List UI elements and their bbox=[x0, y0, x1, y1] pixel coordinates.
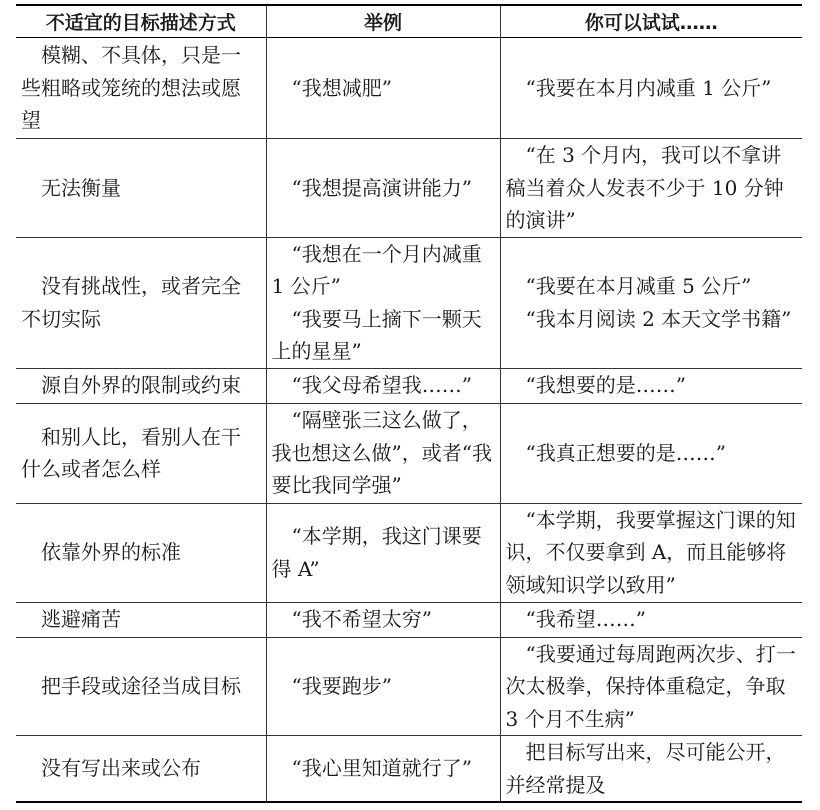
example-cell bbox=[266, 38, 500, 139]
mode-text: 和别人比，看别人在干什么或者怎么样 bbox=[21, 424, 241, 481]
header-example: 举例 bbox=[266, 5, 500, 38]
mode-cell bbox=[16, 368, 266, 403]
mode-cell bbox=[16, 139, 266, 238]
mode-cell bbox=[16, 602, 266, 637]
table-row bbox=[16, 637, 802, 736]
example-cell bbox=[266, 602, 500, 637]
try-cell bbox=[500, 602, 802, 637]
try-text: “我真正想要的是……” bbox=[525, 440, 726, 465]
example-cell bbox=[266, 403, 500, 503]
table-row bbox=[16, 503, 802, 602]
example-cell bbox=[266, 503, 500, 602]
header-mode: 不适宜的目标描述方式 bbox=[16, 5, 266, 38]
example-text: “我想提高演讲能力” bbox=[291, 175, 472, 200]
try-cell bbox=[500, 637, 802, 736]
try-text: “在 3 个月内，我可以不拿讲稿当着众人发表不少于 10 分钟的演讲” bbox=[505, 143, 784, 232]
example-text: “我父母希望我……” bbox=[291, 373, 472, 398]
table-row bbox=[16, 403, 802, 503]
try-text: “我要在本月内减重 1 公斤” bbox=[525, 75, 772, 100]
try-cell bbox=[500, 368, 802, 403]
try-cell bbox=[500, 38, 802, 139]
mode-cell bbox=[16, 736, 266, 803]
mode-text: 没有挑战性，或者完全不切实际 bbox=[21, 274, 241, 331]
mode-text: 无法衡量 bbox=[41, 175, 121, 200]
mode-text: 没有写出来或公布 bbox=[41, 756, 201, 781]
try-text: “本学期，我要掌握这门课的知识，不仅要拿到 A，而且能够将领域知识学以致用” bbox=[505, 507, 796, 597]
table-row bbox=[16, 139, 802, 238]
example-cell bbox=[266, 368, 500, 403]
try-cell bbox=[500, 503, 802, 602]
mode-text: 模糊、不具体，只是一些粗略或笼统的想法或愿望 bbox=[21, 43, 241, 133]
goal-description-table bbox=[16, 4, 802, 803]
try-text: “我想要的是……” bbox=[525, 373, 686, 398]
mode-cell bbox=[16, 503, 266, 602]
example-cell bbox=[266, 139, 500, 238]
mode-cell bbox=[16, 38, 266, 139]
example-cell bbox=[266, 736, 500, 803]
mode-text: 依靠外界的标准 bbox=[41, 540, 181, 565]
example-text: “本学期，我这门课要得 A” bbox=[271, 524, 482, 581]
try-text: 把目标写出来，尽可能公开，并经常提及 bbox=[505, 740, 786, 797]
mode-cell bbox=[16, 237, 266, 368]
try-cell bbox=[500, 403, 802, 503]
mode-text: 把手段或途径当成目标 bbox=[41, 674, 241, 698]
example-text: “我要马上摘下一颗天上的星星” bbox=[271, 306, 482, 363]
mode-cell bbox=[16, 637, 266, 736]
try-text: “我要通过每周跑两次步、打一次太极拳，保持体重稳定，争取 3 个月不生病” bbox=[505, 641, 796, 731]
try-cell bbox=[500, 736, 802, 803]
mode-text: 逃避痛苦 bbox=[41, 607, 121, 632]
table-row bbox=[16, 602, 802, 637]
example-text: “我心里知道就行了” bbox=[291, 756, 472, 781]
mode-cell bbox=[16, 403, 266, 503]
table-row bbox=[16, 736, 802, 803]
header-row bbox=[16, 5, 802, 38]
try-cell bbox=[500, 139, 802, 238]
try-cell bbox=[500, 237, 802, 368]
mode-text: 源自外界的限制或约束 bbox=[41, 373, 241, 398]
try-text: “我本月阅读 2 本天文学书籍” bbox=[525, 306, 792, 331]
example-text: “我想在一个月内减重 1 公斤” bbox=[271, 241, 482, 298]
header-try: 你可以试试…… bbox=[500, 5, 802, 38]
try-text: “我希望……” bbox=[525, 607, 646, 632]
example-text: “我不希望太穷” bbox=[291, 607, 432, 632]
example-text: “我想减肥” bbox=[291, 75, 392, 100]
table-row bbox=[16, 38, 802, 139]
example-cell bbox=[266, 637, 500, 736]
example-text: “隔壁张三这么做了，我也想这么做”，或者“我要比我同学强” bbox=[271, 408, 492, 498]
table-row bbox=[16, 368, 802, 403]
example-cell bbox=[266, 237, 500, 368]
example-text: “我要跑步” bbox=[291, 674, 392, 698]
try-text: “我要在本月减重 5 公斤” bbox=[525, 274, 752, 298]
table-row bbox=[16, 237, 802, 368]
